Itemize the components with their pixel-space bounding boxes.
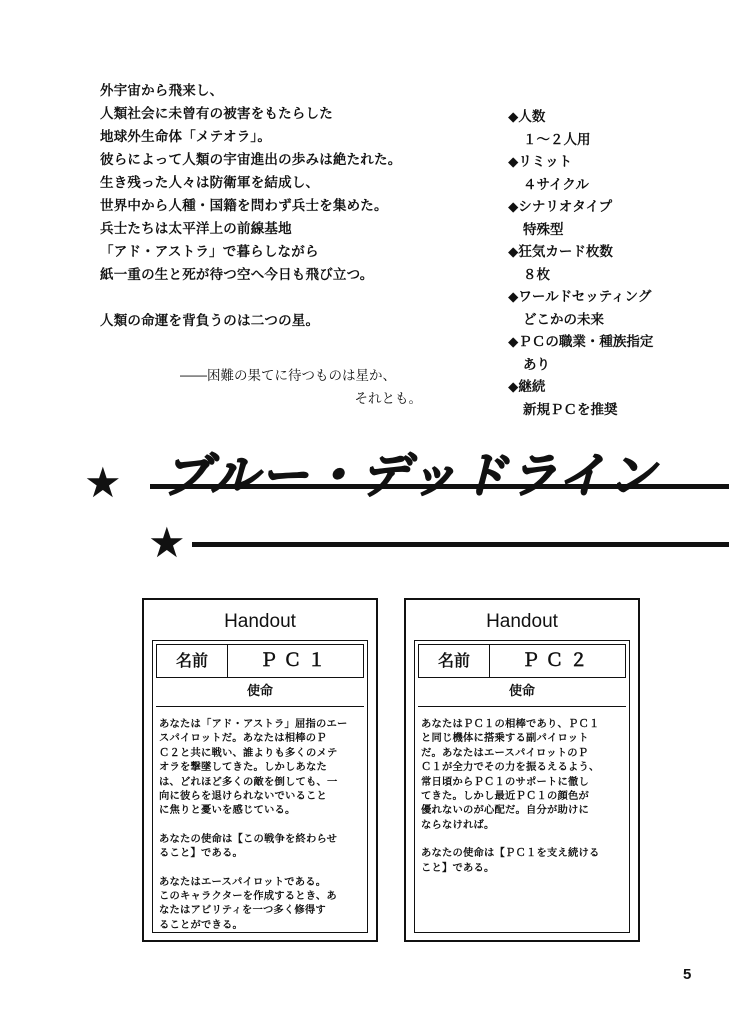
mission-paragraph: あなたは「アド・アストラ」屈指のエー スパイロットだ。あなたは相棒のＰ Ｃ２と共に戦い、誰よりも多くのメテ オラを撃墜してきた。しかしあなた は、どれほど多くの敵を倒しても、一 向に彼らを退けられないでいること に焦りと憂いを感じている。	[159, 718, 348, 817]
handout-header: Handout	[224, 611, 296, 632]
star-icon: ★	[148, 518, 186, 567]
spec-value: あり	[523, 356, 550, 373]
paragraph-gap	[100, 287, 500, 310]
intro-line: 人類社会に未曾有の被害をもたらした	[100, 106, 333, 122]
subtitle-rule	[192, 542, 729, 547]
spec-label: ◆ＰＣの職業・種族指定	[508, 334, 654, 350]
spec-value: 特殊型	[523, 221, 564, 238]
spec-label: ◆シナリオタイプ	[508, 199, 613, 215]
intro-line: 人類の命運を背負うのは二つの星。	[100, 313, 320, 329]
handout-card-pc1	[142, 598, 378, 942]
spec-label: ◆ワールドセッティング	[508, 289, 652, 305]
scenario-title: ブルー・デッドライン	[162, 448, 658, 504]
quote-line-2: それとも。	[354, 391, 422, 407]
spec-label: ◆継続	[508, 379, 546, 395]
name-value: ＰＣ１	[259, 650, 332, 671]
intro-line: 紙一重の生と死が待つ空へ今日も飛び立つ。	[100, 267, 374, 283]
name-label: 名前	[157, 645, 228, 677]
name-row	[418, 644, 626, 678]
spec-label: ◆リミット	[508, 154, 573, 170]
handout-inner-frame	[414, 640, 630, 933]
intro-line: 生き残った人々は防衛軍を結成し、	[100, 175, 320, 191]
intro-line: 世界中から人種・国籍を問わず兵士を集めた。	[100, 198, 388, 214]
handout-inner-frame	[152, 640, 368, 933]
intro-line: 外宇宙から飛来し、	[100, 83, 224, 99]
handout-header: Handout	[486, 611, 558, 632]
spec-value: 新規ＰＣを推奨	[523, 401, 618, 418]
scenario-specs	[508, 106, 723, 421]
page-number: 5	[683, 966, 692, 983]
intro-line: 「アド・アストラ」で暮らしながら	[100, 244, 319, 260]
spec-label: ◆人数	[508, 109, 546, 125]
mission-paragraph: あなたの使命は【この戦争を終わらせ ること】である。	[159, 832, 338, 860]
intro-line: 地球外生命体「メテオラ」。	[100, 129, 272, 145]
intro-line: 彼らによって人類の宇宙進出の歩みは絶たれた。	[100, 152, 402, 168]
name-row	[156, 644, 364, 678]
name-value: ＰＣ２	[521, 650, 594, 671]
spec-value: １～２人用	[523, 131, 591, 148]
star-icon: ★	[84, 458, 122, 507]
mission-label: 使命	[156, 678, 364, 707]
spec-value: どこかの未来	[523, 311, 604, 328]
spec-value: ４サイクル	[523, 176, 589, 193]
handout-card-pc2	[404, 598, 640, 942]
quote-line-1: ――困難の果てに待つものは星か、	[180, 368, 396, 384]
spec-value: ８枚	[523, 266, 550, 283]
mission-label: 使命	[418, 678, 626, 707]
mission-paragraph: あなたの使命は【ＰＣ１を支え続ける こと】である。	[421, 847, 600, 874]
mission-body	[156, 707, 364, 932]
intro-text	[100, 80, 500, 333]
mission-body	[418, 707, 626, 875]
mission-paragraph: あなたはエースパイロットである。 このキャラクターを作成するとき、あ なたはアビリティを一つ多く修得す ることができる。	[159, 875, 337, 931]
epigraph-quote	[180, 365, 422, 411]
spec-label: ◆狂気カード枚数	[508, 244, 613, 260]
mission-paragraph: あなたはＰＣ１の相棒であり、ＰＣ１ と同じ機体に搭乗する副パイロット だ。あなたはエースパイロットのＰ Ｃ１が全力でその力を振るえるよう、 常日頃からＰＣ１のサポートに徹し てきた。しかし最近ＰＣ１の顔色が 優れないのが心配だ。自分が助けに ならなければ。	[421, 718, 600, 831]
name-label: 名前	[419, 645, 490, 677]
intro-line: 兵士たちは太平洋上の前線基地	[100, 221, 292, 237]
